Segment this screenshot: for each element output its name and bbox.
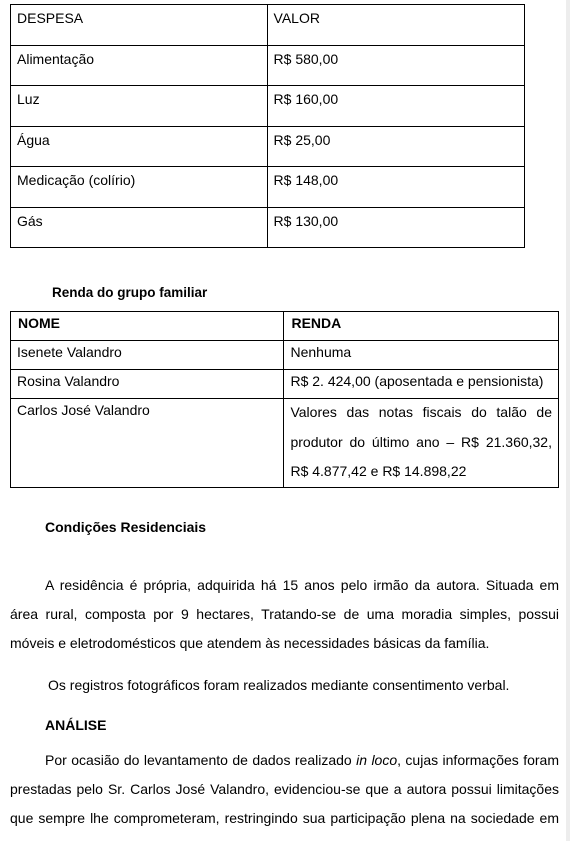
header-renda: RENDA bbox=[284, 312, 559, 341]
income-line: produtor do último ano – R$ 21.360,32, bbox=[290, 433, 552, 450]
paragraph-line: prestadas pelo Sr. Carlos José Valandro, evidenciou-se que a autora possui limitações bbox=[10, 781, 559, 797]
photo-note: Os registros fotográficos foram realizados mediante consentimento verbal. bbox=[48, 677, 510, 693]
analysis-text: , cujas informações foram bbox=[397, 752, 559, 768]
paragraph-line: A residência é própria, adquirida há 15 anos pelo irmão da autora. Situada em bbox=[45, 577, 559, 593]
table-header-row bbox=[11, 5, 525, 46]
paragraph-line: área rural, composta por 9 hectares, Tratando-se de uma moradia simples, possui bbox=[10, 606, 559, 622]
expense-item: Luz bbox=[11, 86, 268, 127]
header-nome: NOME bbox=[11, 312, 284, 341]
table-row bbox=[11, 167, 525, 208]
table-row bbox=[11, 45, 525, 86]
income-line: Valores das notas fiscais do talão de bbox=[290, 404, 552, 420]
residential-heading: Condições Residenciais bbox=[45, 519, 207, 535]
header-valor: VALOR bbox=[267, 5, 524, 46]
income-line: R$ 4.877,42 e R$ 14.898,22 bbox=[290, 463, 467, 479]
table-row bbox=[11, 341, 559, 370]
expense-item: Água bbox=[11, 126, 268, 167]
paragraph-line: que sempre lhe comprometeram, restringindo sua participação plena na sociedade em bbox=[10, 810, 559, 826]
expense-value: R$ 160,00 bbox=[267, 86, 524, 127]
header-despesa: DESPESA bbox=[11, 5, 268, 46]
page-edge bbox=[566, 0, 570, 841]
member-name: Rosina Valandro bbox=[11, 370, 284, 399]
expense-item: Alimentação bbox=[11, 45, 268, 86]
analysis-italic-term: in loco bbox=[356, 752, 398, 768]
expense-value: R$ 580,00 bbox=[267, 45, 524, 86]
analysis-text: Por ocasião do levantamento de dados realizado bbox=[45, 752, 357, 768]
paragraph-line: móveis e eletrodomésticos que atendem às necessidades básicas da família. bbox=[10, 635, 490, 651]
table-row bbox=[11, 86, 525, 127]
member-name: Carlos José Valandro bbox=[11, 399, 284, 488]
member-income: Nenhuma bbox=[284, 341, 559, 370]
member-income bbox=[284, 399, 559, 488]
income-table bbox=[10, 311, 559, 488]
expenses-table bbox=[10, 4, 525, 248]
table-row bbox=[11, 399, 559, 488]
table-row bbox=[11, 370, 559, 399]
table-header-row bbox=[11, 312, 559, 341]
expense-item: Medicação (colírio) bbox=[11, 167, 268, 208]
expense-value: R$ 148,00 bbox=[267, 167, 524, 208]
table-row bbox=[11, 126, 525, 167]
paragraph-line bbox=[10, 752, 559, 768]
analysis-heading: ANÁLISE bbox=[45, 717, 107, 733]
expense-value: R$ 130,00 bbox=[267, 207, 524, 248]
member-name: Isenete Valandro bbox=[11, 341, 284, 370]
table-row bbox=[11, 207, 525, 248]
expense-item: Gás bbox=[11, 207, 268, 248]
expense-value: R$ 25,00 bbox=[267, 126, 524, 167]
member-income: R$ 2. 424,00 (aposentada e pensionista) bbox=[284, 370, 559, 399]
income-title: Renda do grupo familiar bbox=[52, 285, 208, 300]
